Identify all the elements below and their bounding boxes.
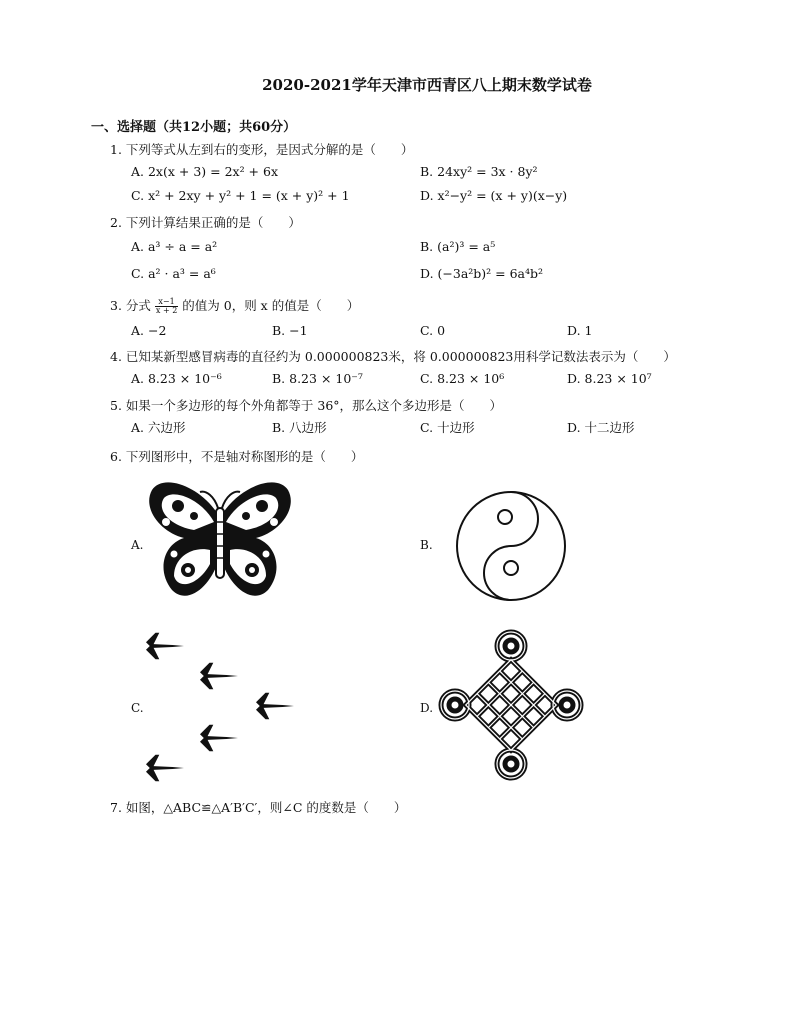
taiji-figure[interactable] [455, 490, 567, 602]
q3-option-b[interactable]: B. −1 [272, 323, 308, 338]
q5-option-d[interactable]: D. 十二边形 [567, 420, 635, 435]
q5-option-c[interactable]: C. 十边形 [420, 420, 475, 435]
q2-option-a[interactable]: A. a³ ÷ a = a² [131, 239, 218, 254]
q1-option-d[interactable]: D. x²−y² = (x + y)(x−y) [420, 188, 568, 203]
q3-option-a[interactable]: A. −2 [131, 323, 167, 338]
q4-option-a[interactable]: A. 8.23 × 10⁻⁶ [131, 371, 222, 386]
q3-stem-prefix: 3. 分式 [110, 298, 151, 313]
q5-option-b[interactable]: B. 八边形 [272, 420, 327, 435]
q1-option-c[interactable]: C. x² + 2xy + y² + 1 = (x + y)² + 1 [131, 188, 350, 203]
butterfly-figure[interactable] [144, 478, 296, 606]
q1-stem: 1. 下列等式从左到右的变形，是因式分解的是（ ） [110, 142, 414, 157]
page-title: 2020-2021学年天津市西青区八上期末数学试卷 [262, 76, 592, 94]
q4-stem: 4. 已知某新型感冒病毒的直径约为 0.000000823米，将 0.000000823用科学记数法表示为（ ） [110, 349, 676, 364]
q6-option-b-label[interactable]: B. [420, 538, 433, 552]
q3-option-d[interactable]: D. 1 [567, 323, 593, 338]
q4-option-b[interactable]: B. 8.23 × 10⁻⁷ [272, 371, 363, 386]
q3-stem [110, 298, 359, 315]
q6-stem: 6. 下列图形中，不是轴对称图形的是（ ） [110, 449, 364, 464]
q3-fraction-denominator: x + 2 [155, 306, 178, 315]
q2-option-d[interactable]: D. (−3a²b)² = 6a⁴b² [420, 266, 544, 281]
q1-option-b[interactable]: B. 24xy² = 3x · 8y² [420, 164, 538, 179]
q4-option-d[interactable]: D. 8.23 × 10⁷ [567, 371, 652, 386]
q3-fraction-numerator: x−1 [155, 298, 178, 307]
q7-stem: 7. 如图，△ABC≌△A′B′C′，则∠C 的度数是（ ） [110, 800, 407, 815]
q2-option-c[interactable]: C. a² · a³ = a⁶ [131, 266, 216, 281]
q6-option-d-label[interactable]: D. [420, 701, 434, 715]
q3-option-c[interactable]: C. 0 [420, 323, 446, 338]
q3-stem-suffix: 的值为 0，则 x 的值是（ ） [182, 298, 360, 313]
q1-option-a[interactable]: A. 2x(x + 3) = 2x² + 6x [131, 164, 279, 179]
q5-option-a[interactable]: A. 六边形 [131, 420, 186, 435]
q5-stem: 5. 如果一个多边形的每个外角都等于 36°，那么这个多边形是（ ） [110, 398, 503, 413]
q6-option-a-label[interactable]: A. [131, 538, 144, 552]
chinese-knot-figure[interactable] [437, 628, 585, 782]
q6-option-c-label[interactable]: C. [131, 701, 144, 715]
birds-figure[interactable] [140, 620, 300, 790]
q2-option-b[interactable]: B. (a²)³ = a⁵ [420, 239, 496, 254]
q4-option-c[interactable]: C. 8.23 × 10⁶ [420, 371, 505, 386]
section-heading: 一、选择题（共12小题；共60分） [91, 120, 297, 135]
q2-stem: 2. 下列计算结果正确的是（ ） [110, 215, 301, 230]
q3-fraction [155, 298, 178, 315]
